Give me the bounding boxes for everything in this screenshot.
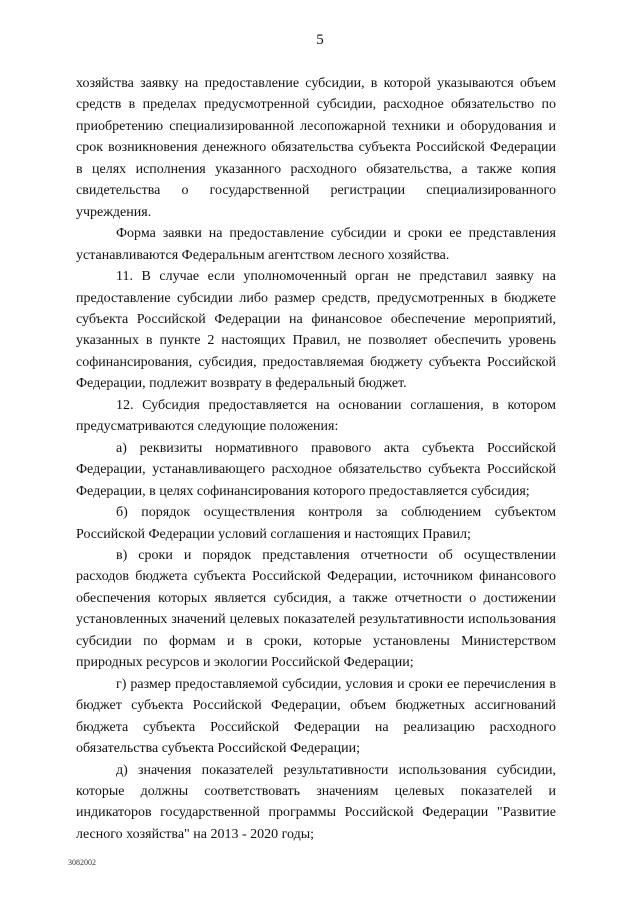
paragraph-item-v: в) сроки и порядок представления отчетности об осуществлении расходов бюджета субъекта Российской Федерации, источником финансового обеспечения которых является субсидия, а также отчетности о достижении установленных значений целевых показателей результативности использования субсидии по формам и в сроки, которые установлены Министерством природных ресурсов и экологии Российской Федерации; xyxy=(76,547,556,671)
page-number: 5 xyxy=(316,32,324,48)
paragraph-item-d: д) значения показателей результативности использования субсидии, которые должны соответствовать значениям целевых показателей и индикаторов государственной программы Российской Федерации "Развитие лесного хозяйства" на 2013 - 2020 годы; xyxy=(76,762,556,842)
paragraph-item-a: а) реквизиты нормативного правового акта субъекта Российской Федерации, устанавливающего расходное обязательство субъекта Российской Федерации, в целях софинансирования которого предоставляется субсидия; xyxy=(76,440,556,499)
document-body xyxy=(76,73,556,845)
paragraph-clause-11: 11. В случае если уполномоченный орган не представил заявку на предоставление субсидии либо размер средств, предусмотренных в бюджете субъекта Российской Федерации на финансовое обеспечение мероприятий, указанных в пункте 2 настоящих Правил, не позволяет обеспечить уровень софинансирования, субсидия, предоставляемая бюджету субъекта Российской Федерации, подлежит возврату в федеральный бюджет. xyxy=(76,269,556,392)
paragraph-application-form: Форма заявки на предоставление субсидии и сроки ее представления устанавливаются Федеральным агентством лесного хозяйства. xyxy=(76,226,556,263)
paragraph-continuation: хозяйства заявку на предоставление субсидии, в которой указываются объем средств в пределах предусмотренной субсидии, расходное обязательство по приобретению специализированной лесопожарной техники и оборудования и срок возникновения денежного обязательства субъекта Российской Федерации в целях исполнения указанного расходного обязательства, а также копия свидетельства о государственной регистрации специализированного учреждения. xyxy=(76,76,556,220)
paragraph-item-b: б) порядок осуществления контроля за соблюдением субъектом Российской Федерации условий соглашения и настоящих Правил; xyxy=(76,505,556,542)
paragraph-clause-12: 12. Субсидия предоставляется на основании соглашения, в котором предусматриваются следующие положения: xyxy=(76,397,556,435)
paragraph-item-g: г) размер предоставляемой субсидии, условия и сроки ее перечисления в бюджет субъекта Российской Федерации, объем бюджетных ассигнований бюджета субъекта Российской Федерации на реализацию расходного обязательства субъекта Российской Федерации; xyxy=(76,676,556,757)
footer-document-code: 3082002 xyxy=(68,858,96,867)
